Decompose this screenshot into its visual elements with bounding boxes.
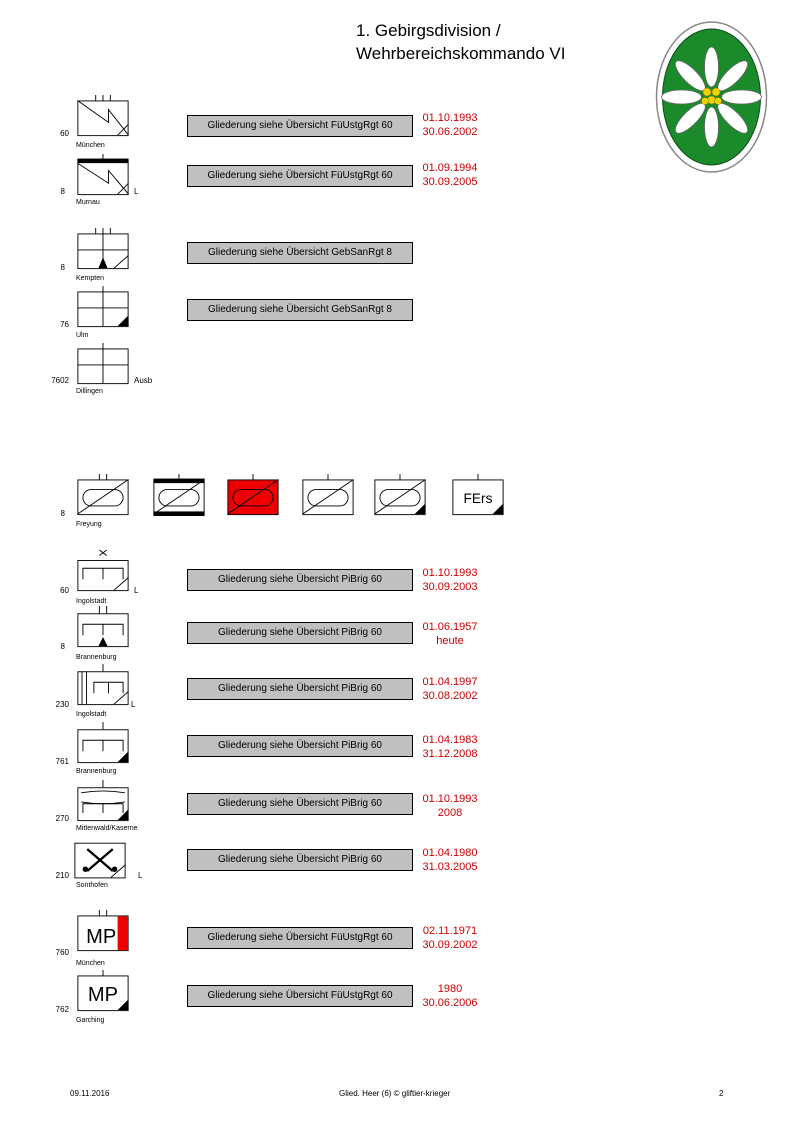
date-to: 30.09.2003	[422, 581, 478, 593]
unit-symbol-military-police	[75, 970, 131, 1012]
unit-number: 8	[60, 263, 65, 272]
unit-number: 7602	[51, 376, 69, 385]
date-to: 31.03.2005	[422, 861, 478, 873]
unit-symbol-engineer-heavy	[75, 664, 131, 706]
unit-suffix: L	[138, 871, 143, 880]
fers-label: FErs	[463, 491, 493, 507]
unit-symbol-nbc-defense	[72, 840, 128, 882]
unit-suffix: L	[134, 586, 139, 595]
structure-link-box[interactable]: Gliederung siehe Übersicht FüUstgRgt 60	[187, 115, 413, 137]
unit-number: 8	[60, 509, 65, 518]
unit-symbol-engineer-company	[75, 722, 131, 764]
unit-location: Dillingen	[76, 388, 103, 395]
unit-symbol-engineer-battalion	[75, 606, 131, 648]
date-from: 01.10.1993	[422, 112, 478, 124]
unit-symbol-engineer	[75, 550, 131, 592]
structure-link-box[interactable]: Gliederung siehe Übersicht FüUstgRgt 60	[187, 165, 413, 187]
structure-link-box[interactable]: Gliederung siehe Übersicht PiBrig 60	[187, 622, 413, 644]
unit-symbol-medical-training	[75, 343, 131, 385]
unit-location: Ingolstadt	[76, 711, 107, 718]
date-from: 01.04.1983	[422, 734, 478, 746]
unit-location: Mittenwald/Kaserne	[76, 825, 138, 832]
service-dates	[420, 111, 480, 139]
page-title	[356, 19, 565, 65]
unit-symbol-supply-company	[300, 474, 356, 516]
unit-location: Murnau	[76, 199, 100, 206]
service-dates	[420, 924, 480, 952]
unit-symbol-fers	[450, 474, 506, 516]
unit-suffix: L	[131, 700, 136, 709]
unit-symbol-signals	[75, 95, 131, 137]
date-from: 01.04.1980	[422, 847, 478, 859]
unit-location: München	[76, 142, 105, 149]
unit-number: 8	[60, 642, 65, 651]
structure-link-box[interactable]: Gliederung siehe Übersicht PiBrig 60	[187, 678, 413, 700]
structure-link-box[interactable]: Gliederung siehe Übersicht GebSanRgt 8	[187, 242, 413, 264]
unit-suffix: L	[134, 187, 139, 196]
date-to: 30.06.2002	[422, 126, 478, 138]
structure-link-box[interactable]: Gliederung siehe Übersicht PiBrig 60	[187, 735, 413, 757]
structure-link-box[interactable]: Gliederung siehe Übersicht PiBrig 60	[187, 569, 413, 591]
service-dates	[420, 792, 480, 820]
unit-number: 760	[55, 948, 69, 957]
footer-date: 09.11.2016	[70, 1089, 110, 1098]
unit-symbol-medical	[75, 228, 131, 270]
date-to: 30.09.2002	[422, 939, 478, 951]
footer-copyright: Glied. Heer (6) © gliftier-krieger	[339, 1089, 451, 1098]
title-line-2: Wehrbereichskommando VI	[356, 44, 566, 63]
structure-link-box[interactable]: Gliederung siehe Übersicht PiBrig 60	[187, 793, 413, 815]
unit-symbol-supply	[75, 474, 131, 516]
unit-symbol-supply-mountain	[151, 474, 207, 516]
unit-symbol-bridge-engineer	[75, 780, 131, 822]
unit-location: Sonthofen	[76, 882, 108, 889]
service-dates	[420, 733, 480, 761]
unit-symbol-medical-company	[75, 286, 131, 328]
unit-number: 210	[55, 871, 69, 880]
date-from: 01.10.1993	[422, 793, 478, 805]
date-from: 01.04.1997	[422, 676, 478, 688]
footer-page-number: 2	[719, 1089, 724, 1098]
service-dates	[420, 982, 480, 1010]
service-dates	[420, 620, 480, 648]
unit-suffix: Ausb	[134, 376, 153, 385]
unit-number: 60	[60, 586, 69, 595]
date-to: 30.06.2006	[422, 997, 478, 1009]
unit-number: 762	[55, 1005, 69, 1014]
unit-location: Freyung	[76, 521, 102, 528]
unit-number: 76	[60, 320, 69, 329]
date-to: 31.12.2008	[422, 748, 478, 760]
date-to: 30.08.2002	[422, 690, 478, 702]
date-to: 2008	[437, 807, 463, 819]
unit-number: 761	[55, 757, 69, 766]
date-from: 01.06.1957	[422, 621, 478, 633]
date-to: 30.09.2005	[422, 176, 478, 188]
unit-location: Brannenburg	[76, 768, 117, 775]
unit-location: München	[76, 960, 105, 967]
date-from: 01.10.1993	[422, 567, 478, 579]
structure-link-box[interactable]: Gliederung siehe Übersicht GebSanRgt 8	[187, 299, 413, 321]
service-dates	[420, 846, 480, 874]
unit-symbol-supply-reserve	[372, 474, 428, 516]
unit-symbol-signals-mountain	[75, 154, 131, 196]
mp-label: MP	[86, 925, 117, 948]
date-to: heute	[436, 635, 464, 647]
structure-link-box[interactable]: Gliederung siehe Übersicht FüUstgRgt 60	[187, 927, 413, 949]
date-from: 02.11.1971	[422, 925, 478, 937]
service-dates	[420, 566, 480, 594]
unit-location: Ingolstadt	[76, 598, 107, 605]
unit-number: 60	[60, 129, 69, 138]
structure-link-box[interactable]: Gliederung siehe Übersicht FüUstgRgt 60	[187, 985, 413, 1007]
unit-number: 230	[55, 700, 69, 709]
title-line-1: 1. Gebirgsdivision /	[356, 21, 501, 40]
date-from: 01.09.1994	[422, 162, 478, 174]
unit-number: 8	[60, 187, 65, 196]
structure-link-box[interactable]: Gliederung siehe Übersicht PiBrig 60	[187, 849, 413, 871]
mp-label: MP	[87, 984, 119, 1007]
unit-symbol-supply-red	[225, 474, 281, 516]
unit-location: Brannenburg	[76, 654, 117, 661]
unit-location: Garching	[76, 1017, 105, 1024]
unit-number: 270	[55, 814, 69, 823]
unit-location: Kempten	[76, 275, 105, 282]
date-from: 1980	[437, 983, 463, 995]
service-dates	[420, 161, 480, 189]
unit-symbol-military-police-red	[75, 910, 131, 952]
service-dates	[420, 675, 480, 703]
edelweiss-emblem-icon	[655, 20, 768, 174]
unit-location: Ulm	[76, 332, 89, 339]
